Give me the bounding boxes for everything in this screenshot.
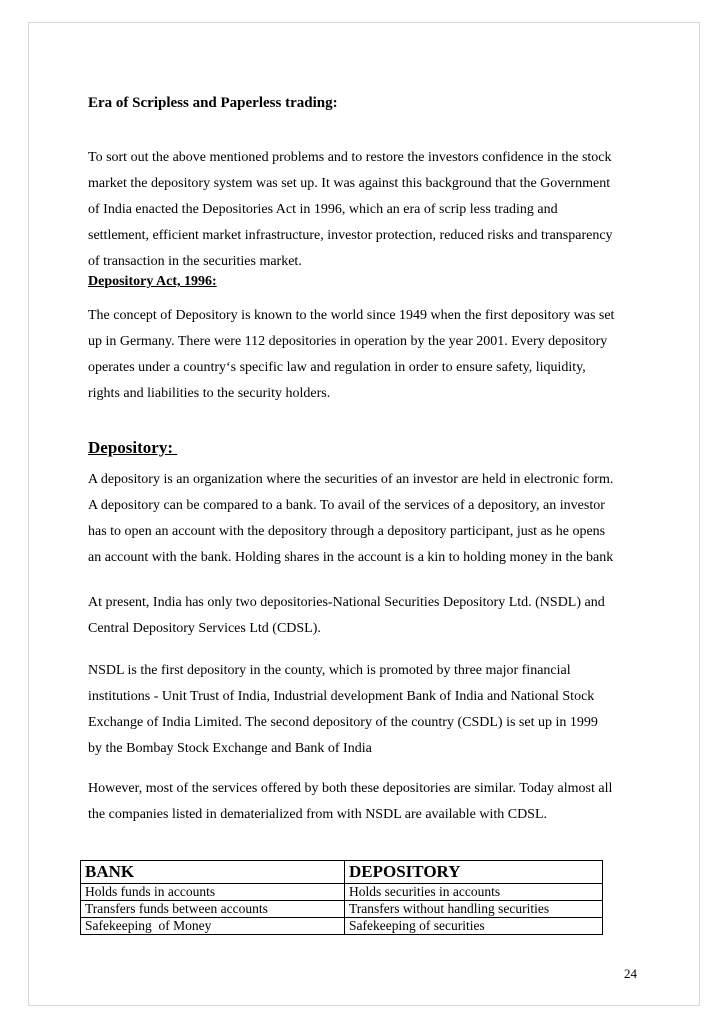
text-line: institutions - Unit Trust of India, Industrial development Bank of India and National Stock <box>88 689 595 704</box>
table-row <box>81 918 603 935</box>
table-cell: Transfers funds between accounts <box>81 901 345 918</box>
section-heading-depository-act: Depository Act, 1996: <box>88 274 217 289</box>
text-line: market the depository system was set up. It was against this background that the Government <box>88 176 611 191</box>
paragraph-india-depositories <box>88 590 648 642</box>
text-line: the companies listed in dematerialized from with NSDL are available with CDSL. <box>88 807 548 822</box>
paragraph-depository-act <box>88 303 648 407</box>
table-cell: Holds securities in accounts <box>345 884 603 901</box>
text-line: NSDL is the first depository in the county, which is promoted by three major financial <box>88 663 571 678</box>
text-line: Central Depository Services Ltd (CDSL). <box>88 621 321 636</box>
text-line: A depository is an organization where the securities of an investor are held in electronic form. <box>88 472 614 487</box>
table-row <box>81 884 603 901</box>
table-header-bank: BANK <box>81 861 345 884</box>
text-line: by the Bombay Stock Exchange and Bank of India <box>88 741 372 756</box>
section-heading-era: Era of Scripless and Paperless trading: <box>88 95 338 111</box>
text-line: has to open an account with the depository through a depository participant, just as he opens <box>88 524 606 539</box>
table-cell: Holds funds in accounts <box>81 884 345 901</box>
paragraph-era <box>88 145 648 275</box>
paragraph-nsdl <box>88 658 648 762</box>
table-cell: Safekeeping of Money <box>81 918 345 935</box>
page-number: 24 <box>624 966 637 981</box>
table-row <box>81 901 603 918</box>
text-line: of transaction in the securities market. <box>88 254 302 269</box>
text-line: At present, India has only two depositories-National Securities Depository Ltd. (NSDL) and <box>88 595 605 610</box>
table-header-depository: DEPOSITORY <box>345 861 603 884</box>
text-line: operates under a country‘s specific law and regulation in order to ensure safety, liquidity, <box>88 360 586 375</box>
text-line: rights and liabilities to the security holders. <box>88 386 331 401</box>
text-line: A depository can be compared to a bank. To avail of the services of a depository, an investor <box>88 498 605 513</box>
text-line: of India enacted the Depositories Act in 1996, which an era of scrip less trading and <box>88 202 558 217</box>
bank-vs-depository-table <box>80 860 603 935</box>
table-cell: Transfers without handling securities <box>345 901 603 918</box>
text-line: However, most of the services offered by both these depositories are similar. Today almost all <box>88 781 613 796</box>
text-line: up in Germany. There were 112 depositories in operation by the year 2001. Every depository <box>88 334 608 349</box>
paragraph-services <box>88 776 648 828</box>
paragraph-depository-definition <box>88 467 648 571</box>
text-line: Exchange of India Limited. The second depository of the country (CSDL) is set up in 1999 <box>88 715 598 730</box>
text-line: an account with the bank. Holding shares in the account is a kin to holding money in the bank <box>88 550 614 565</box>
text-line: To sort out the above mentioned problems and to restore the investors confidence in the stock <box>88 150 612 165</box>
text-line: The concept of Depository is known to the world since 1949 when the first depository was set <box>88 308 615 323</box>
section-heading-depository: Depository: <box>88 438 178 457</box>
table-header-row <box>81 861 603 884</box>
text-line: settlement, efficient market infrastructure, investor protection, reduced risks and transparency <box>88 228 613 243</box>
table-cell: Safekeeping of securities <box>345 918 603 935</box>
